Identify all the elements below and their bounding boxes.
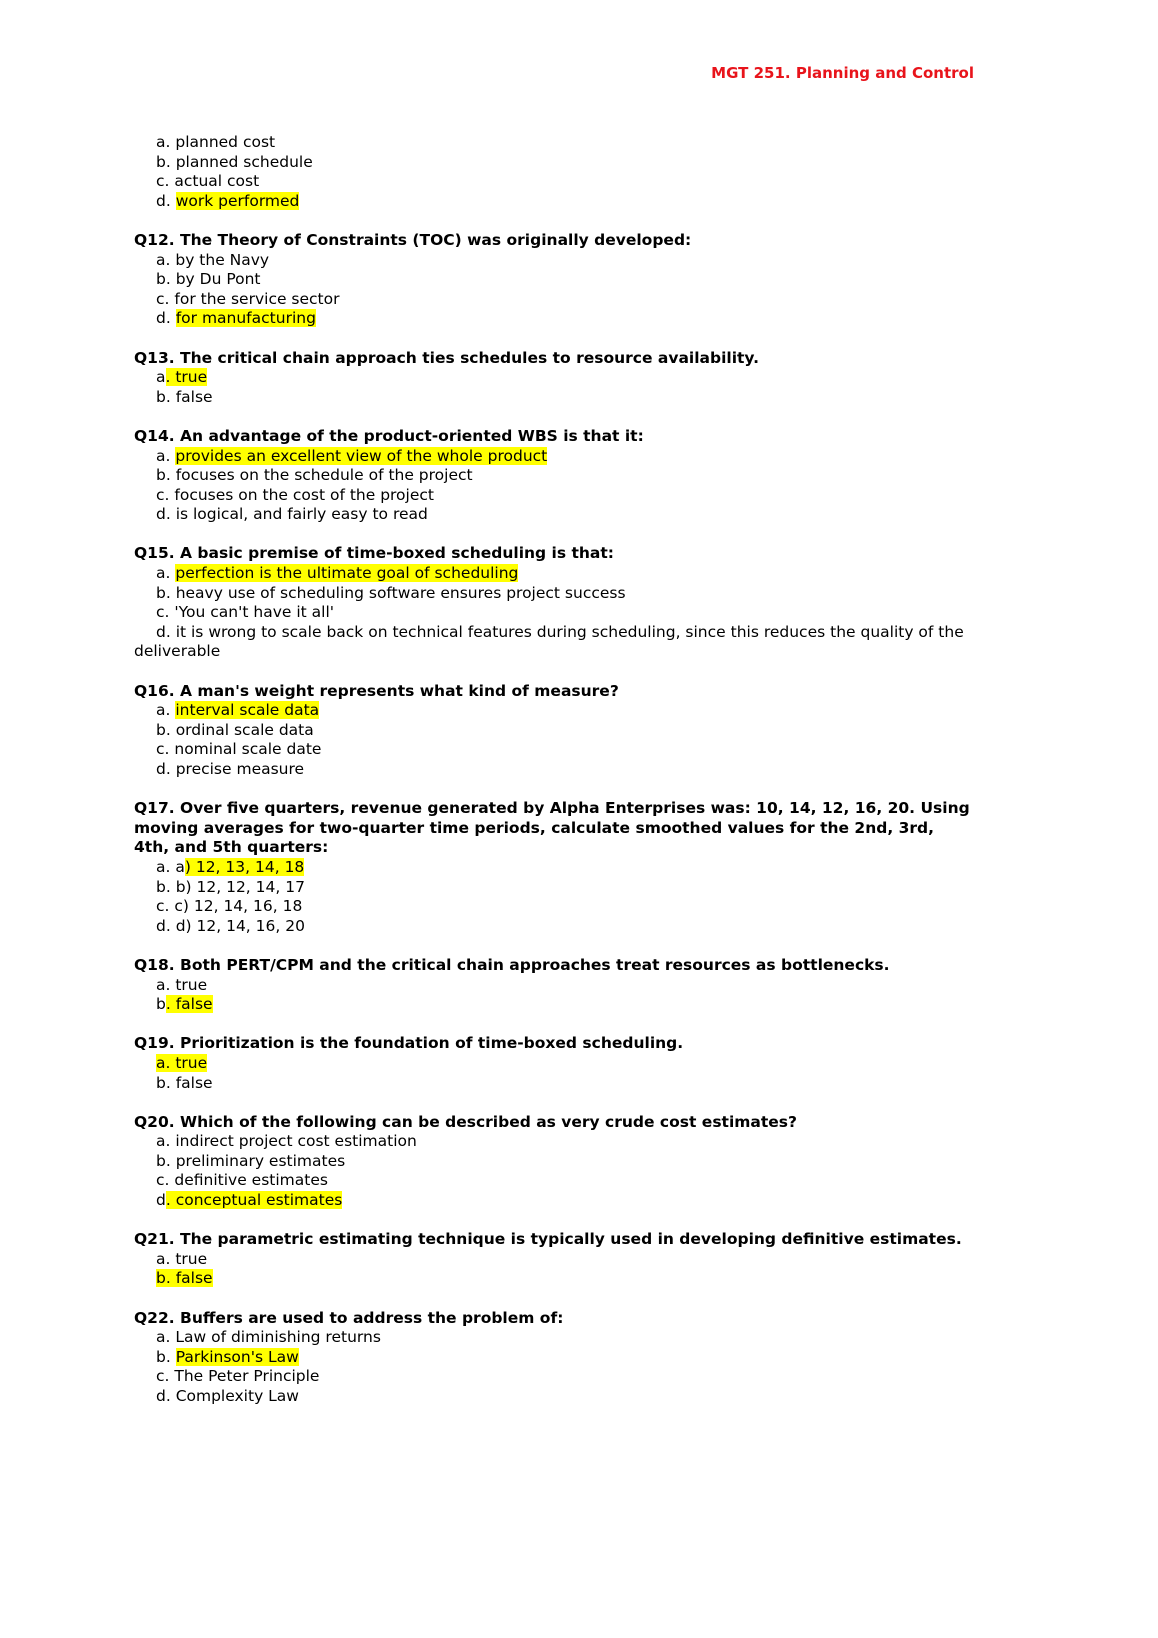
question-text: Q12. The Theory of Constraints (TOC) was originally developed: [134, 230, 692, 249]
answer-option [134, 447, 974, 467]
question-block [134, 349, 974, 408]
answer-option [134, 564, 974, 584]
option-text: b. by Du Pont [156, 270, 261, 289]
option-text: c. focuses on the cost of the project [156, 485, 434, 504]
highlighted-answer-text: . false [165, 995, 213, 1014]
option-text: b. false [156, 387, 213, 406]
question-text: Q19. Prioritization is the foundation of time-boxed scheduling. [134, 1034, 684, 1053]
highlighted-answer-text: provides an excellent view of the whole product [175, 446, 548, 465]
question-block [134, 1113, 974, 1211]
option-text: b [156, 995, 166, 1014]
answer-option [134, 133, 974, 153]
option-text: b. b) 12, 12, 14, 17 [156, 877, 305, 896]
answer-option [134, 486, 974, 506]
document-header: MGT 251. Planning and Control [711, 64, 974, 82]
option-text: a. Law of diminishing returns [156, 1328, 381, 1347]
question-text: Q22. Buffers are used to address the problem of: [134, 1308, 564, 1327]
option-text: b. [156, 1347, 176, 1366]
answer-option [134, 1250, 974, 1270]
answer-option [134, 1074, 974, 1094]
option-text: a. indirect project cost estimation [156, 1132, 417, 1151]
highlighted-answer-text: for manufacturing [175, 309, 316, 328]
answer-option [134, 192, 974, 212]
answer-option [134, 1191, 974, 1211]
answer-option [134, 290, 974, 310]
highlighted-answer-text: b. false [156, 1269, 213, 1288]
answer-option [134, 1132, 974, 1152]
option-text: d. [156, 191, 176, 210]
option-text: a [156, 368, 166, 387]
answer-option [134, 270, 974, 290]
answer-option [134, 153, 974, 173]
option-text: b. planned schedule [156, 152, 313, 171]
question-block [134, 544, 974, 662]
answer-option [134, 740, 974, 760]
question-block [134, 1309, 974, 1407]
option-text: c. actual cost [156, 172, 260, 191]
option-text: c. 'You can't have it all' [156, 603, 335, 622]
option-text: b. heavy use of scheduling software ensures project success [156, 583, 626, 602]
option-text: a. true [156, 1249, 208, 1268]
option-text: a. a [156, 857, 185, 876]
option-text: a. true [156, 975, 208, 994]
highlighted-answer-text: Parkinson's Law [175, 1347, 299, 1366]
answer-option [134, 309, 974, 329]
question-text: Q15. A basic premise of time-boxed scheduling is that: [134, 544, 614, 563]
answer-option [134, 878, 974, 898]
option-text: a. [156, 446, 176, 465]
option-text: c. nominal scale date [156, 740, 322, 759]
answer-option [134, 721, 974, 741]
question-text: Q17. Over five quarters, revenue generated by Alpha Enterprises was: 10, 14, 12, 16, 20. Using moving averages for two-quarter time periods, calculate smoothed values for the 2nd, 3rd, 4th, and 5th quarters: [134, 799, 970, 857]
option-text: d. d) 12, 14, 16, 20 [156, 916, 305, 935]
option-text: a. [156, 564, 176, 583]
question-block [134, 1230, 974, 1289]
option-text: d. it is wrong to scale back on technical features during scheduling, since this reduces the quality of the deliverable [134, 622, 964, 661]
option-text: d. is logical, and fairly easy to read [156, 505, 428, 524]
answer-option [134, 388, 974, 408]
question-block [134, 799, 974, 936]
answer-option [134, 584, 974, 604]
question-text: Q20. Which of the following can be described as very crude cost estimates? [134, 1112, 798, 1131]
question-block [134, 956, 974, 1015]
answer-option [134, 858, 974, 878]
option-text: b. ordinal scale data [156, 720, 314, 739]
answer-option [134, 505, 974, 525]
highlighted-answer-text: ) 12, 13, 14, 18 [184, 857, 305, 876]
answer-option [134, 1171, 974, 1191]
highlighted-answer-text: interval scale data [175, 701, 320, 720]
question-block [134, 133, 974, 211]
question-text: Q14. An advantage of the product-oriented WBS is that it: [134, 426, 644, 445]
answer-option [134, 1328, 974, 1348]
option-text: c. c) 12, 14, 16, 18 [156, 897, 303, 916]
question-block [134, 1034, 974, 1093]
option-text: d. Complexity Law [156, 1387, 299, 1405]
answer-option [134, 701, 974, 721]
highlighted-answer-text: a. true [156, 1053, 208, 1072]
highlighted-answer-text: . true [165, 368, 208, 387]
answer-option [134, 1054, 974, 1074]
option-text: a. planned cost [156, 133, 276, 151]
answer-option [134, 251, 974, 271]
option-text: b. focuses on the schedule of the project [156, 466, 473, 485]
answer-option [134, 1348, 974, 1368]
answer-option [134, 1387, 974, 1407]
option-text: c. The Peter Principle [156, 1367, 320, 1386]
answer-option [134, 897, 974, 917]
question-list [134, 133, 974, 1426]
answer-option [134, 1367, 974, 1387]
answer-option [134, 623, 974, 662]
option-text: d. precise measure [156, 760, 305, 778]
question-block [134, 682, 974, 780]
highlighted-answer-text: . conceptual estimates [165, 1191, 343, 1210]
answer-option [134, 760, 974, 780]
answer-option [134, 1269, 974, 1289]
question-block [134, 427, 974, 525]
question-text: Q16. A man's weight represents what kind of measure? [134, 681, 619, 700]
answer-option [134, 995, 974, 1015]
highlighted-answer-text: work performed [175, 191, 300, 210]
answer-option [134, 1152, 974, 1172]
answer-option [134, 917, 974, 937]
option-text: a. [156, 701, 176, 720]
answer-option [134, 172, 974, 192]
option-text: b. false [156, 1073, 213, 1092]
highlighted-answer-text: perfection is the ultimate goal of scheduling [175, 564, 519, 583]
answer-option [134, 603, 974, 623]
option-text: d. [156, 309, 176, 328]
option-text: d [156, 1191, 166, 1210]
question-text: Q21. The parametric estimating technique is typically used in developing definitive estimates. [134, 1230, 962, 1249]
question-block [134, 231, 974, 329]
answer-option [134, 976, 974, 996]
answer-option [134, 368, 974, 388]
question-text: Q18. Both PERT/CPM and the critical chain approaches treat resources as bottlenecks. [134, 955, 890, 974]
answer-option [134, 466, 974, 486]
question-text: Q13. The critical chain approach ties schedules to resource availability. [134, 348, 759, 367]
option-text: c. for the service sector [156, 289, 340, 308]
option-text: c. definitive estimates [156, 1171, 328, 1190]
option-text: a. by the Navy [156, 250, 270, 269]
option-text: b. preliminary estimates [156, 1151, 346, 1170]
